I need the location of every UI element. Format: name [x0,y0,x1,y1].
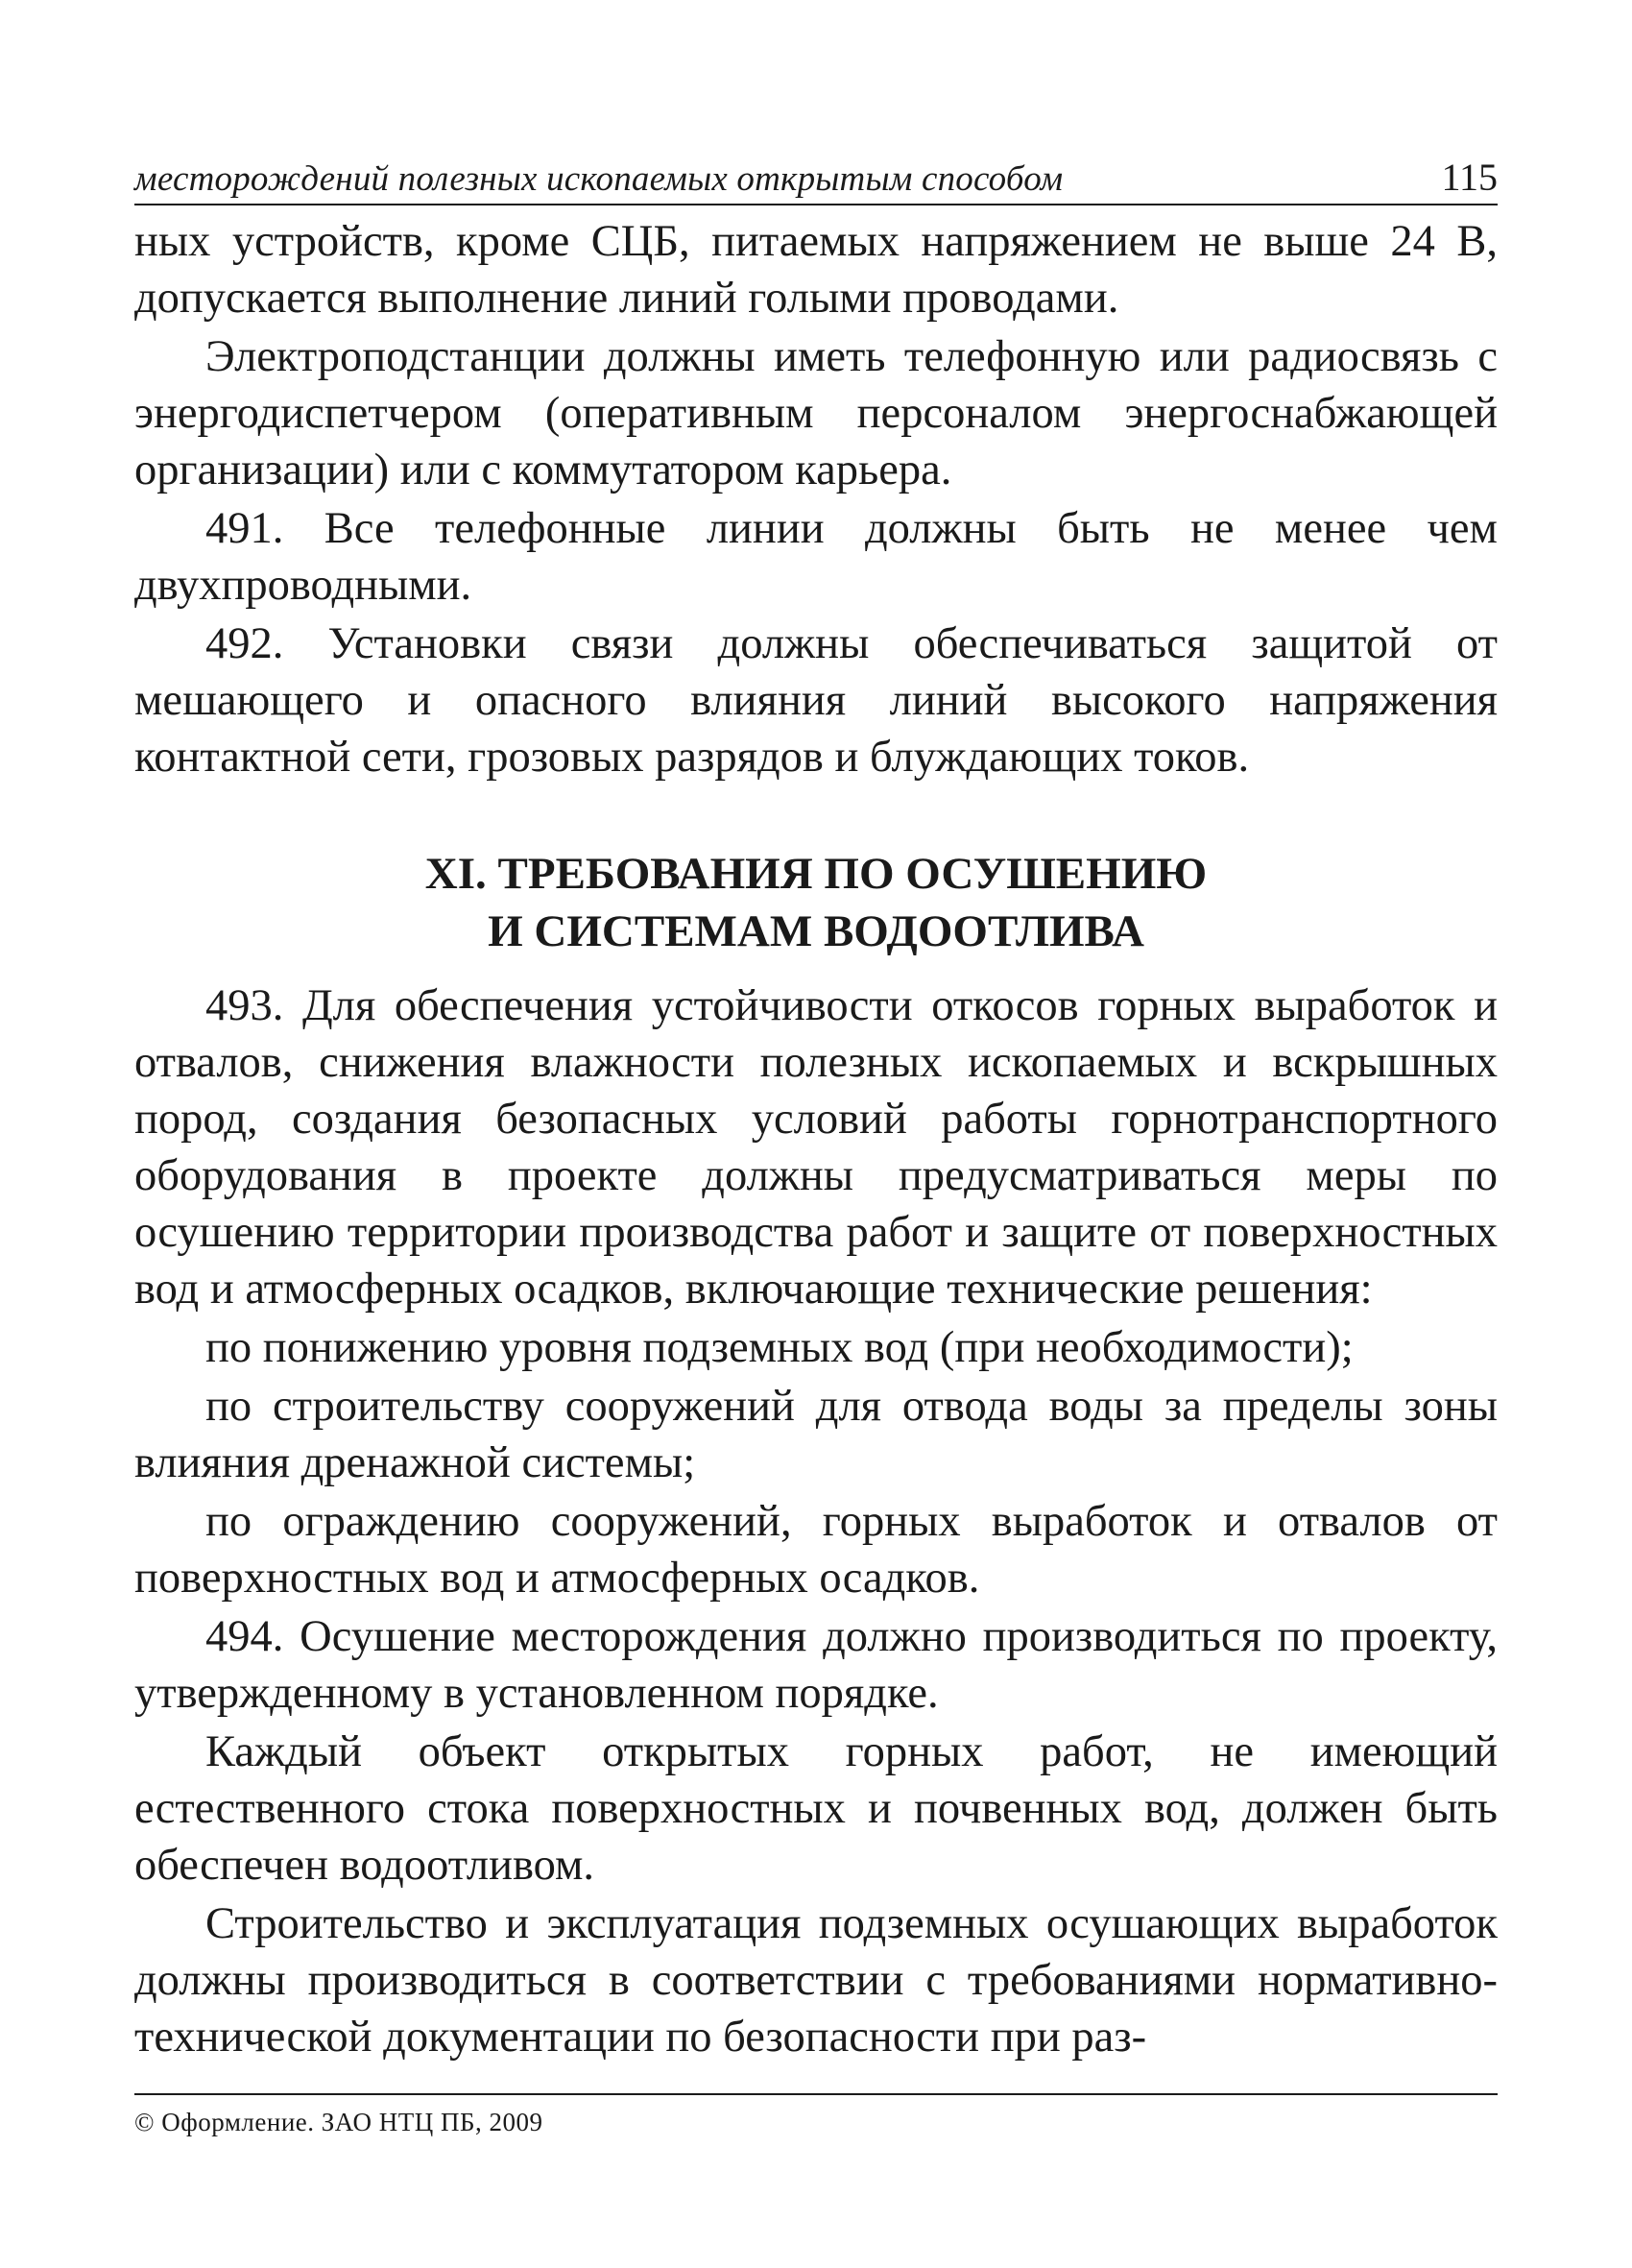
list-item-fencing: по ограждению сооружений, горных выработок и отвалов от поверхностных вод и атмосферных осадков. [134,1497,1498,1603]
paragraph-dewatering-object: Каждый объект открытых горных работ, не имеющий естественного стока поверхностных и почвенных вод, должен быть обеспечен водоотливом. [134,1727,1498,1890]
paragraph-494: 494. Осушение месторождения должно производиться по проекту, утвержденному в установленном порядке. [134,1612,1498,1718]
paragraph-492: 492. Установки связи должны обеспечиваться защитой от мешающего и опасного влияния линий высокого напряжения контактной сети, грозовых разрядов и блуждающих токов. [134,619,1498,782]
running-header [134,144,1498,205]
footer-copyright: © Оформление. ЗАО НТЦ ПБ, 2009 [134,2108,543,2136]
list-item-drainage-structures: по строительству сооружений для отвода воды за пределы зоны влияния дренажной системы; [134,1382,1498,1487]
section-heading-line-1: XI. ТРЕБОВАНИЯ ПО ОСУШЕНИЮ [424,849,1208,899]
footer-divider [134,2093,1498,2095]
paragraph-substations: Электроподстанции должны иметь телефонную или радиосвязь с энергодиспетчером (оперативным персоналом энергоснабжающей организации) или с коммутатором карьера. [134,332,1498,495]
running-title: месторождений полезных ископаемых открытым способом [134,159,1064,199]
list-item-groundwater: по понижению уровня подземных вод (при необходимости); [205,1323,1354,1372]
page-number: 115 [1441,156,1498,199]
paragraph-continuation: ных устройств, кроме СЦБ, питаемых напряжением не выше 24 В, допускается выполнение линий голыми проводами. [134,217,1498,323]
section-heading-line-2: И СИСТЕМАМ ВОДООТЛИВА [488,906,1144,956]
body-text [134,213,1498,2065]
paragraph-491: 491. Все телефонные линии должны быть не менее чем двухпроводными. [134,504,1498,610]
paragraph-construction: Строительство и эксплуатация подземных осушающих выработок должны производиться в соответствии с требованиями нормативно-технической документации по безопасности при раз- [134,1899,1498,2062]
paragraph-493: 493. Для обеспечения устойчивости откосов горных выработок и отвалов, снижения влажности полезных ископаемых и вскрышных пород, создания безопасных условий работы горнотранспортного оборудования в проекте должны предусматриваться меры по осушению территории производства работ и защите от поверхностных вод и атмосферных осадков, включающие технические решения: [134,981,1498,1314]
document-page [134,144,1498,2160]
section-heading [134,845,1498,960]
